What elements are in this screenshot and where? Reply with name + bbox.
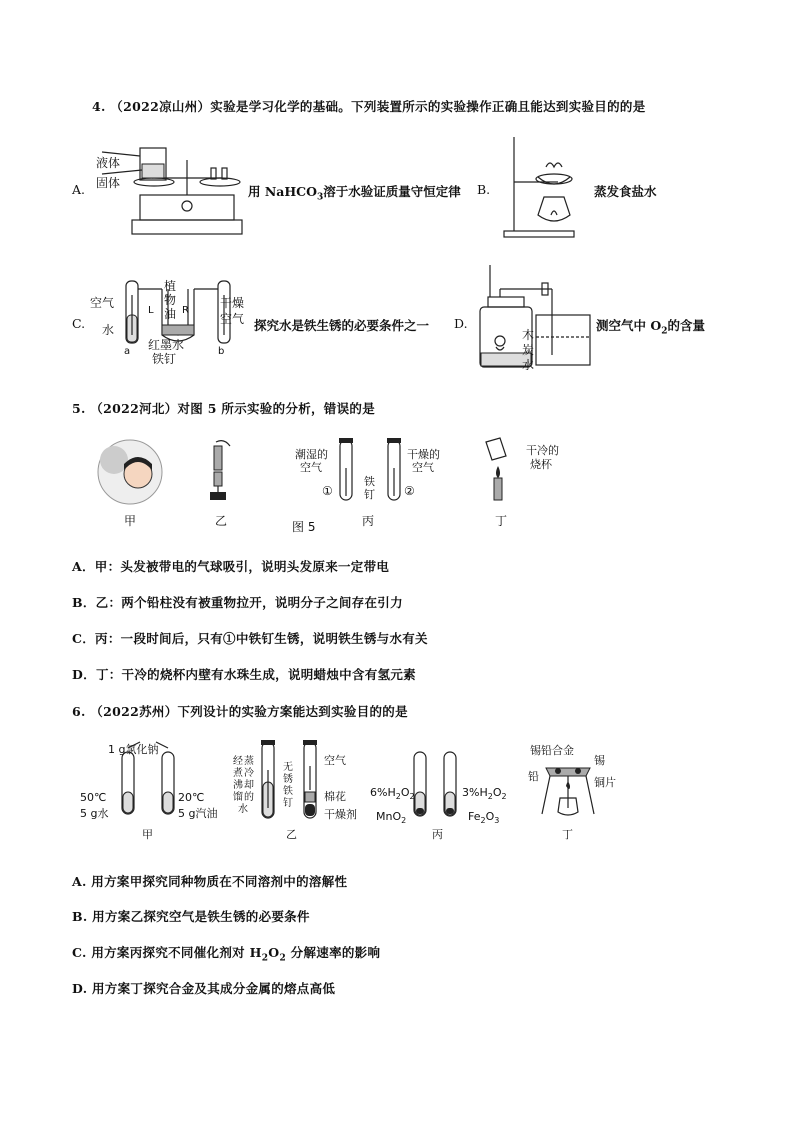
- q6-yi-w1: 无: [283, 762, 293, 773]
- q5-jia: 甲: [124, 514, 137, 528]
- q6-yi-v2: 煮: [233, 768, 243, 779]
- q4-a-liquid-label: 液体: [96, 156, 121, 170]
- q6-bing-r1: $3\%H_2O_2$: [462, 786, 507, 802]
- q4-d-text: 测空气中 $O_2$的含量: [596, 318, 706, 337]
- q6-bing-name: 丙: [432, 828, 443, 841]
- q4-c-R: R: [182, 305, 189, 316]
- q5-option-c: C．丙：一段时间后，只有①中铁钉生锈，说明铁生锈与水有关: [72, 631, 428, 646]
- q6-ding-lead: 铅: [528, 770, 539, 783]
- q4-stem: 4. （2022凉山州）实验是学习化学的基础。下列装置所示的实验操作正确且能达到实验目的的是: [92, 99, 646, 114]
- evaporation-diagram: [496, 137, 586, 242]
- q6-yi-air: 空气: [324, 754, 346, 767]
- q4-d-letter: D.: [454, 316, 468, 331]
- q6-yi-v4: 冷: [244, 768, 254, 779]
- q4-d-water: 水: [522, 358, 535, 372]
- q6-yi-cotton: 棉花: [324, 790, 346, 803]
- q6-option-a: A. 用方案甲探究同种物质在不同溶剂中的溶解性: [72, 874, 348, 889]
- q4-c-plant2: 物: [164, 293, 177, 307]
- q6-jia-top: 1 g氯化钠: [108, 743, 159, 756]
- q6-yi-v3: 沸: [233, 780, 243, 791]
- q4-b-text: 蒸发食盐水: [594, 184, 657, 199]
- q6-ding-tin: 锡: [594, 754, 605, 767]
- q6-yi-desiccant: 干燥剂: [324, 808, 357, 821]
- q5-ding: 丁: [495, 514, 508, 528]
- q4-c-L: L: [148, 305, 154, 316]
- q6-yi-v9: 水: [238, 804, 248, 815]
- q4-a-letter: A.: [72, 182, 86, 197]
- q4-c-redink: 红墨水: [148, 338, 185, 352]
- q6-jia-l2: 5 g水: [80, 807, 109, 820]
- q5-bing-dry2: 空气: [412, 461, 434, 474]
- q5-option-b: B．乙：两个铅柱没有被重物拉开，说明分子之间存在引力: [72, 595, 403, 610]
- q4-a-text: 用 NaHCO$_3$溶于水验证质量守恒定律: [248, 184, 461, 203]
- q6-yi-w4: 钉: [283, 798, 293, 809]
- q6-yi-v1: 经: [233, 756, 243, 767]
- q6-bing-r2: $Fe_2O_3$: [468, 810, 500, 826]
- q4-c-b: b: [218, 346, 225, 357]
- charcoal-oxygen-diagram: [470, 265, 600, 375]
- q6-yi-w3: 铁: [283, 786, 293, 797]
- q4-c-text: 探究水是铁生锈的必要条件之一: [254, 318, 430, 333]
- q6-bing-l1: $6\%H_2O_2$: [370, 786, 415, 802]
- q6-ding-name: 丁: [562, 828, 573, 841]
- q4-d-char: 炭: [522, 343, 535, 357]
- q4-d-wood: 木: [522, 328, 535, 342]
- q6-bing-l2: MnO$_2$: [376, 810, 407, 826]
- lead-cylinders-image: [200, 438, 240, 504]
- q4-c-plant1: 植: [164, 279, 177, 293]
- q6-yi-name: 乙: [286, 828, 297, 841]
- q6-ding-tripod: [538, 758, 598, 826]
- q5-bing-iron1: 铁: [364, 475, 375, 488]
- q6-yi-w2: 锈: [283, 774, 293, 785]
- q5-bing-n1: ①: [322, 484, 333, 498]
- q5-bing-dry1: 干燥的: [407, 448, 440, 461]
- q4-c-nail: 铁钉: [152, 352, 177, 366]
- q4-c-plant3: 油: [164, 307, 177, 321]
- q4-c-letter: C.: [72, 316, 86, 331]
- q6-jia-tubes: [120, 752, 180, 822]
- q6-ding-alloy: 锡铅合金: [530, 744, 574, 757]
- q6-jia-l1: 50℃: [80, 791, 107, 804]
- q4-a-solid-label: 固体: [96, 176, 121, 190]
- q4-c-a: a: [124, 346, 131, 357]
- q5-bing-iron2: 钉: [364, 488, 375, 501]
- q6-yi-v7: 蒸: [244, 756, 254, 767]
- q6-option-c: C. 用方案丙探究不同催化剂对 $H_2O_2$ 分解速率的影响: [72, 945, 381, 964]
- q5-ding-cup2: 烧杯: [530, 458, 552, 471]
- q4-c-air: 空气: [90, 296, 115, 310]
- q4-b-letter: B.: [477, 182, 491, 197]
- q5-bing-wet2: 空气: [300, 461, 322, 474]
- q5-option-d: D．丁：干冷的烧杯内壁有水珠生成，说明蜡烛中含有氢元素: [72, 667, 416, 682]
- q5-bing-n2: ②: [404, 484, 415, 498]
- q6-ding-copper: 铜片: [594, 776, 616, 789]
- q5-stem: 5. （2022河北）对图 5 所示实验的分析，错误的是: [72, 401, 375, 416]
- q6-option-b: B. 用方案乙探究空气是铁生锈的必要条件: [72, 909, 310, 924]
- q6-yi-v8: 馏: [233, 792, 243, 803]
- balloon-hair-image: [92, 436, 172, 506]
- q4-c-dry1: 干燥: [220, 296, 245, 310]
- q6-jia-r1: 20℃: [178, 791, 205, 804]
- q4-c-dry2: 空气: [220, 312, 245, 326]
- q6-yi-v5: 却: [244, 780, 254, 791]
- q5-bing: 丙: [362, 514, 375, 528]
- cold-beaker-candle-image: [482, 436, 522, 506]
- q6-option-d: D. 用方案丁探究合金及其成分金属的熔点高低: [72, 981, 336, 996]
- q5-bing-wet1: 潮湿的: [295, 448, 328, 461]
- q4-c-water: 水: [102, 323, 115, 337]
- q6-yi-v6: 的: [244, 792, 254, 803]
- q6-jia-name: 甲: [142, 828, 153, 841]
- q5-option-a: A．甲：头发被带电的气球吸引，说明头发原来一定带电: [72, 559, 390, 574]
- q5-yi: 乙: [215, 514, 228, 528]
- q5-fig-caption: 图 5: [292, 520, 316, 534]
- q6-jia-r2: 5 g汽油: [178, 807, 218, 820]
- q5-ding-cup1: 干冷的: [526, 444, 559, 457]
- q6-stem: 6. （2022苏州）下列设计的实验方案能达到实验目的的是: [72, 704, 408, 719]
